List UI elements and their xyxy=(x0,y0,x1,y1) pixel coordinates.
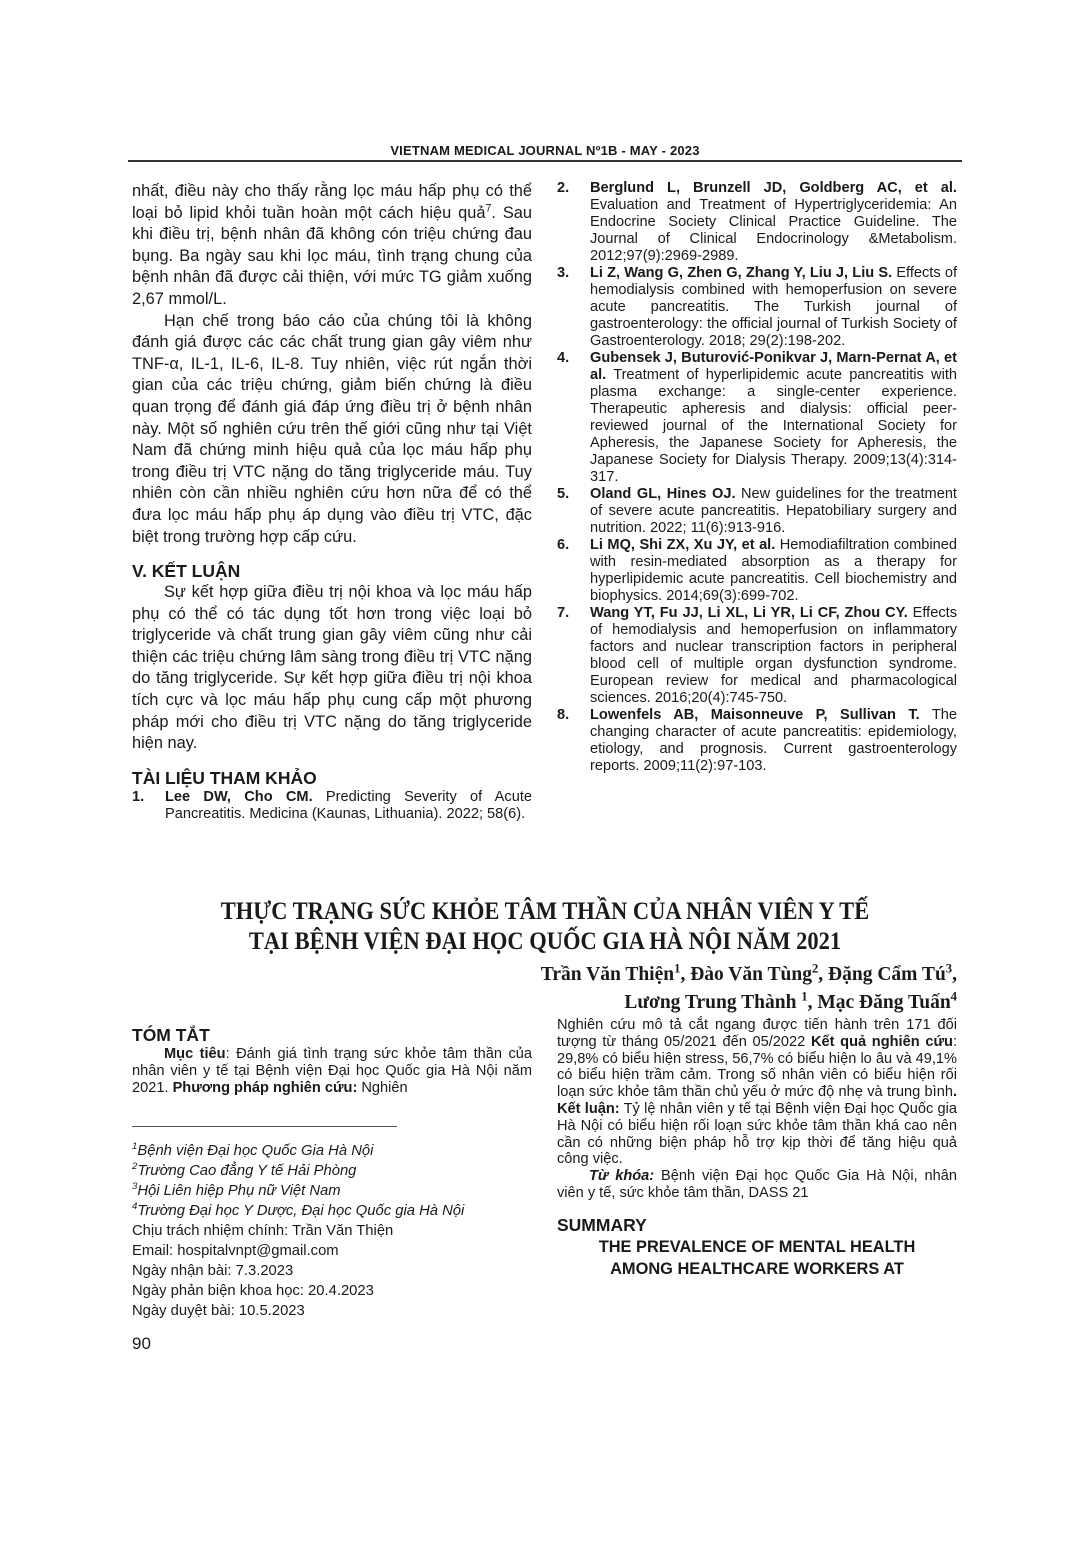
keywords-label: Từ khóa: xyxy=(589,1168,655,1185)
author xyxy=(540,961,681,985)
reference-item xyxy=(132,789,532,823)
abstract-left xyxy=(132,1024,532,1096)
reference-citation: Evaluation and Treatment of Hypertriglyceridemia: An Endocrine Society Clinical Practice Guideline. The Journal of Clinical Endocrinology &Metabolism. 2012;97(9):2969-2989. xyxy=(590,197,957,264)
affiliation-number: 3 xyxy=(132,1181,138,1193)
reference-item xyxy=(557,605,957,707)
reference-authors: Berglund L, Brunzell JD, Goldberg AC, et al. xyxy=(590,180,957,196)
footnote-rule xyxy=(132,1126,397,1127)
reference-number: 4. xyxy=(557,350,570,366)
reference-authors: Oland GL, Hines OJ. xyxy=(590,486,736,502)
accepted-date: Ngày duyệt bài: 10.5.2023 xyxy=(132,1303,305,1319)
discussion-paragraph-1 xyxy=(132,181,532,311)
page-number: 90 xyxy=(132,1334,151,1353)
author-name: Mạc Đăng Tuấn xyxy=(817,992,951,1013)
references-list-left xyxy=(132,789,532,823)
article-title-line-2: TẠI BỆNH VIỆN ĐẠI HỌC QUỐC GIA HÀ NỘI NĂM 2021 xyxy=(248,928,842,955)
conclusion-heading: V. KẾT LUẬN xyxy=(132,561,241,582)
affiliation xyxy=(132,1201,532,1221)
reference-citation: Treatment of hyperlipidemic acute pancreatitis with plasma exchange: a single-center experience. Therapeutic apheresis and dialysis: official peer-reviewed journal of the International Society for Apheresis, the Japanese Society for Apheresis, the Japanese Society for Dialysis Therapy. 2009;13(4):314-317. xyxy=(590,367,957,485)
reference-item xyxy=(557,537,957,605)
reference-item xyxy=(557,707,957,775)
reference-text xyxy=(590,486,957,537)
text: : Đánh giá tình trạng sức khỏe tâm thần của nhân viên y tế tại Bệnh viện Đại học Quốc gia Hà Nội năm 2021. xyxy=(132,1046,532,1096)
reference-number: 6. xyxy=(557,537,570,553)
reference-number: 2. xyxy=(557,180,570,196)
reference-citation: New guidelines for the treatment of severe acute pancreatitis. Hepatobiliary surgery and nutrition. 2022; 11(6):913-916. xyxy=(590,486,957,536)
results-label: Kết quả nghiên cứu xyxy=(810,1033,953,1050)
reference-citation: Effects of hemodialysis and hemoperfusion on inflammatory factors and nuclear transcription factors in peripheral blood cell of multiple organ dysfunction syndrome. European review for medical and pharmacological sciences. 2016;20(4):745-750. xyxy=(590,605,957,706)
reference-citation: The changing character of acute pancreatitis: epidemiology, etiology, and prognosis. Current gastroenterology reports. 2009;11(2):97-103. xyxy=(590,707,957,774)
reference-authors: Lee DW, Cho CM. xyxy=(165,788,313,805)
reference-authors: Li MQ, Shi ZX, Xu JY, et al. xyxy=(590,537,776,553)
reference-text xyxy=(590,265,957,350)
author xyxy=(690,961,819,985)
reference-authors: Li Z, Wang G, Zhen G, Zhang Y, Liu J, Liu S. xyxy=(590,265,893,281)
method-label: Phương pháp nghiên cứu: xyxy=(172,1079,358,1096)
author xyxy=(828,961,953,985)
author-affiliation: 1 xyxy=(801,989,808,1004)
reference-number: 1. xyxy=(132,788,145,805)
reference-text xyxy=(590,605,957,707)
text: nhất, điều này cho thấy rằng lọc máu hấp phụ có thể loại bỏ lipid khỏi tuần hoàn một cách hiệu quả xyxy=(132,182,532,222)
summary-heading: SUMMARY xyxy=(557,1214,647,1235)
affiliation xyxy=(132,1181,532,1201)
author-affiliation: 1 xyxy=(674,961,681,976)
reference-text xyxy=(590,707,957,775)
affiliations xyxy=(132,1141,532,1221)
keywords-text: Bệnh viện Đại học Quốc Gia Hà Nội, nhân viên y tế, sức khỏe tâm thần, DASS 21 xyxy=(557,1168,957,1201)
authors-line-2: Lương Trung Thành $^1$, Mạc Đăng Tuấn$^4$ xyxy=(624,989,957,1013)
affiliation-name: Trường Đại học Y Dược, Đại học Quốc gia Hà Nội xyxy=(137,1203,465,1219)
author-affiliation: 4 xyxy=(950,989,957,1004)
author-name: Trần Văn Thiện xyxy=(540,964,675,985)
reference-citation: Predicting Severity of Acute Pancreatitis. Medicina (Kaunas, Lithuania). 2022; 58(6). xyxy=(165,788,533,822)
discussion-paragraph-2: Hạn chế trong báo cáo của chúng tôi là không đánh giá được các các chất trung gian gây viêm như TNF-α, IL-1, IL-6, IL-8. Tuy nhiên, việc rút ngắn thời gian của các triệu chứng, giảm biến chứng là điều quan trọng để đánh giá đáp ứng điều trị ở bệnh nhân này. Một số nghiên cứu trên thế giới cũng như tại Việt Nam đã chứng minh hiệu quả của lọc máu hấp phụ trong điều trị VTC nặng do tăng triglyceride máu. Tuy nhiên còn cần nhiều nghiên cứu hơn nữa để có thể đưa lọc máu hấp phụ áp dụng vào điều trị VTC, đặc biệt trong trường hợp cấp cứu. xyxy=(132,311,532,546)
author-name: Lương Trung Thành xyxy=(624,992,802,1013)
abstract-paragraph-continued xyxy=(557,1017,957,1168)
reference-item xyxy=(557,486,957,537)
reference-authors: Lowenfels AB, Maisonneuve P, Sullivan T. xyxy=(590,707,920,723)
corresponding-author: Chịu trách nhiệm chính: Trần Văn Thiện xyxy=(132,1223,394,1239)
keywords xyxy=(557,1168,957,1202)
received-date: Ngày nhận bài: 7.3.2023 xyxy=(132,1263,294,1279)
reference-number: 8. xyxy=(557,707,570,723)
article-title-line-1: THỰC TRẠNG SỨC KHỎE TÂM THẦN CỦA NHÂN VIÊN Y TẾ xyxy=(220,898,870,925)
reviewed-date: Ngày phản biện khoa học: 20.4.2023 xyxy=(132,1283,374,1299)
author-affiliation: 2 xyxy=(811,961,819,976)
references-list-right xyxy=(557,180,957,775)
reference-number: 7. xyxy=(557,605,570,621)
abstract-heading: TÓM TẮT xyxy=(132,1025,210,1045)
author-name: Đào Văn Tùng xyxy=(690,964,812,985)
affiliation-number: 1 xyxy=(132,1141,138,1153)
conclusion-label: . Kết luận: xyxy=(557,1084,957,1117)
reference-item xyxy=(557,350,957,486)
references-heading: TÀI LIỆU THAM KHẢO xyxy=(132,767,317,788)
abstract-right xyxy=(557,1017,957,1280)
english-title-line-2: AMONG HEALTHCARE WORKERS AT xyxy=(610,1259,904,1278)
conclusion-paragraph: Sự kết hợp giữa điều trị nội khoa và lọc máu hấp phụ có thể có tác dụng tốt hơn trong việc loại bỏ triglyceride và chất trung gian gây viêm cũng như cải thiện các triệu chứng lâm sàng trong điều trị VTC nặng do tăng triglyceride. Sự kết hợp giữa điều trị nội khoa tích cực và lọc máu hấp phụ cung cấp một phương pháp mới cho điều trị VTC nặng do tăng triglyceride hiện nay. xyxy=(132,583,532,753)
method-text: Nghiên cứu mô tả cắt ngang được tiến hành trên 171 đối tượng từ tháng 05/2021 đến 05/2022 xyxy=(557,1017,957,1050)
english-title-line-1: THE PREVALENCE OF MENTAL HEALTH xyxy=(598,1237,916,1256)
text: . Sau khi điều trị, bệnh nhân đã không cón triệu chứng đau bụng. Ba ngày sau khi lọc máu, tình trạng chung của bệnh nhân đã được cải thiện, với mức TG giảm xuống 2,67 mmol/L. xyxy=(132,203,532,308)
reference-text xyxy=(165,789,532,823)
reference-text xyxy=(590,537,957,605)
reference-authors: Wang YT, Fu JJ, Li XL, Li YR, Li CF, Zhou CY. xyxy=(590,605,908,621)
conclusion-text: Tỷ lệ nhân viên y tế tại Bệnh viện Đại học Quốc gia Hà Nội có biểu hiện rối loạn sức khỏe tâm thần khá cao nên cần có những biện pháp hỗ trợ kịp thời để tăng hiệu quả công việc. xyxy=(557,1100,957,1168)
journal-header: VIETNAM MEDICAL JOURNAL Nº1B - MAY - 2023 xyxy=(390,143,700,158)
reference-text xyxy=(590,350,957,486)
affiliation xyxy=(132,1161,532,1181)
reference-number: 5. xyxy=(557,486,570,502)
citation: 7 xyxy=(485,202,492,215)
author-name: Đặng Cẩm Tú xyxy=(828,964,946,985)
abstract-paragraph-start xyxy=(132,1046,532,1096)
affiliation-name: Trường Cao đẳng Y tế Hải Phòng xyxy=(137,1163,357,1179)
left-column xyxy=(132,181,532,823)
author xyxy=(817,989,957,1013)
reference-authors: Gubensek J, Buturović-Ponikvar J, Marn-Pernat A, et al. xyxy=(590,350,957,383)
text: Nghiên xyxy=(357,1079,408,1096)
affiliation-name: Hội Liên hiệp Phụ nữ Việt Nam xyxy=(137,1183,341,1199)
reference-citation: Effects of hemodialysis combined with hemoperfusion on severe acute pancreatitis. The Turkish journal of gastroenterology: the official journal of Turkish Society of Gastroenterology. 2018; 29(2):198-202. xyxy=(590,265,958,349)
objective-label: Mục tiêu xyxy=(164,1046,226,1062)
affiliation-number: 4 xyxy=(132,1201,138,1213)
reference-item xyxy=(557,180,957,265)
affiliation xyxy=(132,1141,532,1161)
affiliation-name: Bệnh viện Đại học Quốc Gia Hà Nội xyxy=(137,1143,374,1159)
affiliation-number: 2 xyxy=(132,1161,138,1173)
header-rule xyxy=(128,160,962,162)
reference-number: 3. xyxy=(557,265,570,281)
email: Email: hospitalvnpt@gmail.com xyxy=(132,1243,339,1259)
reference-item xyxy=(557,265,957,350)
reference-citation: Hemodiafiltration combined with resin-mediated absorption as a therapy for hyperlipidemic acute pancreatitis. Cell biochemistry and biophysics. 2014;69(3):699-702. xyxy=(590,537,957,604)
footnotes xyxy=(132,1141,532,1321)
reference-text xyxy=(590,180,957,265)
authors-line-1: Trần Văn Thiện$^1$, Đào Văn Tùng$^2$, Đặng Cẩm $Tú^3$, xyxy=(540,961,957,985)
author-list xyxy=(541,961,957,1017)
author-affiliation: 3 xyxy=(945,961,953,976)
results-text: : 29,8% có biểu hiện stress, 56,7% có biểu hiện lo âu và 49,1% có biểu hiện trầm cảm. Trong số nhân viên có biểu hiện rối loạn sức khỏe tâm thần chủ yếu ở mức độ nhẹ và trung bình xyxy=(557,1033,957,1101)
